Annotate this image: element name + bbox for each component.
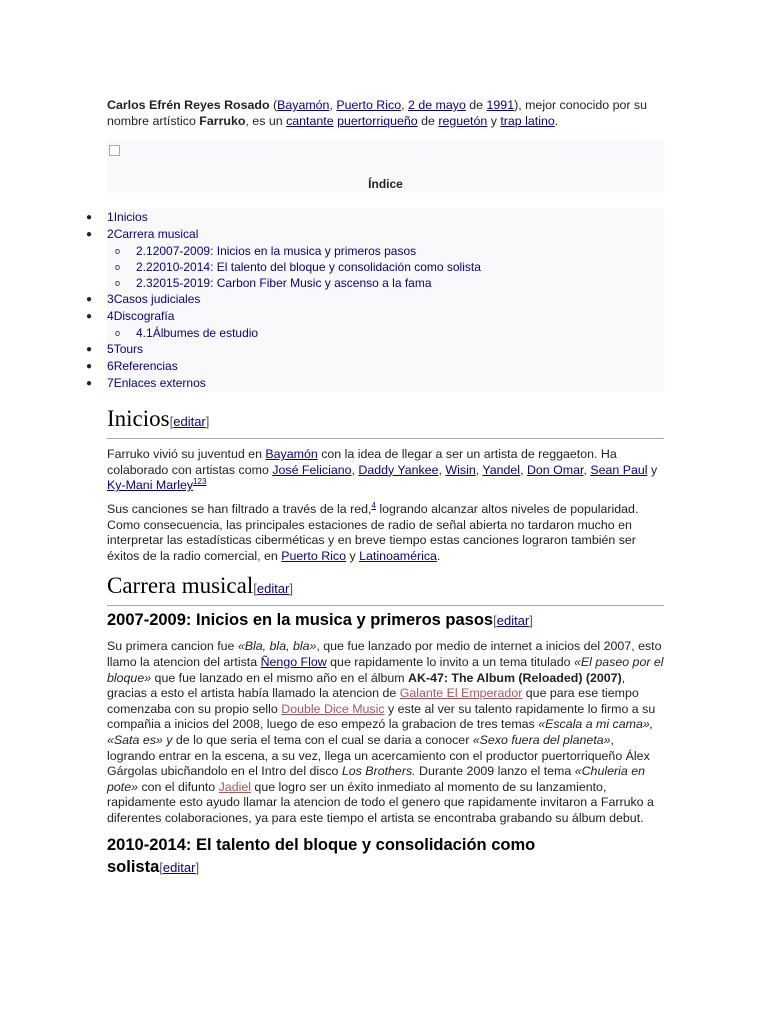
article-content (86, 98, 664, 879)
toc-item-label[interactable]: Carrera musical (113, 227, 199, 242)
toc-item-label[interactable]: 2015-2019: Carbon Fiber Music y ascenso a la fama (152, 276, 432, 291)
toc-item[interactable] (86, 358, 664, 375)
toc-item-number: 2.3 (136, 276, 153, 291)
edit-link[interactable]: editar (162, 860, 196, 876)
toc-item[interactable] (86, 226, 664, 243)
toc-item-number: 1 (107, 210, 114, 225)
bullet-icon: ● (86, 311, 93, 323)
toc-toggle-checkbox[interactable] (109, 145, 120, 156)
toc-item-label[interactable]: Casos judiciales (113, 292, 201, 307)
section-heading-inicios: Inicios[editar] (107, 404, 664, 439)
edit-section-link: [editar] (493, 613, 533, 629)
toc-item-number: 4 (107, 309, 114, 324)
link-yandel[interactable]: Yandel (482, 462, 521, 477)
reference-link[interactable]: 123 (193, 477, 207, 487)
toc-item-label[interactable]: 2010-2014: El talento del bloque y consolidación como solista (152, 260, 481, 275)
toc-item-label[interactable]: Enlaces externos (113, 376, 206, 391)
toc-item-number: 6 (107, 359, 114, 374)
toc-item-number: 2 (107, 227, 114, 242)
link-birth-year[interactable]: 1991 (486, 98, 515, 112)
toc-item-number: 7 (107, 376, 114, 391)
section-heading-carrera: Carrera musical[editar] (107, 571, 664, 606)
stage-name: Farruko (199, 113, 246, 128)
toc-item-label[interactable]: Referencias (113, 359, 178, 374)
link-wisin[interactable]: Wisin (445, 462, 476, 477)
bullet-icon: ● (86, 361, 93, 373)
toc-item[interactable] (86, 341, 664, 358)
bullet-icon: o (115, 246, 121, 257)
bullet-icon: o (115, 328, 121, 339)
inicios-paragraph-2: Sus canciones se han filtrado a través de la red,$^4$ logrando alcanzar altos niveles de popularidad. Como consecuencia, las principales estaciones de radio de señal abierta no tardaron mucho en interpretar las estadísticas ciberméticas y en breve tiempo estas canciones lograron también ser éxitos de la radio comercial, en Puerto Rico y Latinoamérica. (107, 500, 639, 563)
link-galante-el-emperador[interactable]: Galante El Emperador (399, 686, 523, 701)
link-puertorriqueno[interactable]: puertorriqueño (337, 113, 418, 128)
toc-item-label[interactable]: Tours (113, 342, 144, 357)
edit-section-link: [editar] (253, 581, 294, 597)
bullet-icon: ● (86, 378, 93, 390)
link-bayamon[interactable]: Bayamón (277, 98, 330, 112)
edit-section-link: [editar] (169, 414, 210, 430)
bullet-icon: ● (86, 294, 93, 306)
bullet-icon: ● (86, 229, 93, 241)
toc-item-label[interactable]: Inicios (113, 210, 148, 225)
link-latinoamerica[interactable]: Latinoamérica (359, 548, 437, 563)
link-ky-mani-marley[interactable]: Ky-Mani Marley (107, 478, 194, 493)
table-of-contents (107, 139, 664, 193)
edit-link[interactable]: editar (496, 613, 530, 629)
link-puerto-rico[interactable]: Puerto Rico (281, 548, 346, 563)
bullet-icon: o (115, 262, 121, 273)
edit-link[interactable]: editar (256, 581, 290, 597)
link-cantante[interactable]: cantante (286, 113, 334, 128)
toc-item-label[interactable]: Álbumes de estudio (152, 326, 259, 341)
link-jadiel[interactable]: Jadiel (218, 779, 251, 794)
link-birth-date[interactable]: 2 de mayo (407, 98, 466, 112)
toc-item-label[interactable]: Discografía (113, 309, 175, 324)
toc-item[interactable] (86, 209, 664, 226)
link-sean-paul[interactable]: Sean Paul (590, 462, 648, 477)
link-puerto-rico[interactable]: Puerto Rico (336, 98, 402, 112)
bullet-icon: o (115, 278, 121, 289)
link-jose-feliciano[interactable]: José Feliciano (272, 462, 352, 477)
link-don-omar[interactable]: Don Omar (526, 462, 584, 477)
toc-item[interactable] (107, 325, 664, 341)
toc-item[interactable] (86, 308, 664, 325)
full-name: Carlos Efrén Reyes Rosado (107, 98, 270, 112)
link-double-dice-music[interactable]: Double Dice Music (281, 701, 385, 716)
bullet-icon: ● (86, 344, 93, 356)
toc-list (86, 209, 664, 392)
toc-item-number: 3 (107, 292, 114, 307)
edit-link[interactable]: editar (173, 414, 206, 430)
toc-item-label[interactable]: 2007-2009: Inicios en la musica y primeros pasos (152, 244, 417, 259)
intro-paragraph: Carlos Efrén Reyes Rosado (Bayamón, Puerto Rico, 2 de mayo de 1991), mejor conocido por su nombre artístico Farruko, es un cantante puertorriqueño de reguetón y trap latino. (107, 98, 648, 128)
link-trap-latino[interactable]: trap latino (500, 113, 555, 128)
link-regueton[interactable]: reguetón (438, 113, 488, 128)
toc-title: Índice (368, 177, 403, 192)
reference-link[interactable]: 4 (371, 500, 376, 510)
toc-item-number: 2.1 (136, 244, 153, 259)
inicios-paragraph-1: Farruko vivió su juventud en Bayamón con la idea de llegar a ser un artista de reggaeton. Ha colaborado con artistas como José Feliciano, Daddy Yankee, Wisin, Yandel, Don Omar, Sean Paul y Ky-Mani Marley$^{123}$ (107, 447, 658, 493)
bullet-icon: ● (86, 212, 93, 224)
toc-item[interactable] (107, 275, 664, 291)
toc-item[interactable] (86, 375, 664, 392)
subsection-heading-2007: 2007-2009: Inicios en la musica y primeros pasos[editar] (107, 611, 533, 630)
toc-item[interactable] (107, 243, 664, 259)
toc-item[interactable] (107, 259, 664, 275)
toc-header (107, 139, 664, 193)
link-bayamon[interactable]: Bayamón (265, 447, 318, 462)
toc-item[interactable] (86, 291, 664, 308)
link-daddy-yankee[interactable]: Daddy Yankee (358, 462, 439, 477)
carrera-paragraph-1: Su primera cancion fue «Bla, bla, bla», que fue lanzado por medio de internet a inicios del 2007, esto llamo la atencion del artista Ñengo Flow que rapidamente lo invito a un tema titulado «El paseo por el bloque» que fue lanzado en el mismo año en el álbum AK-47: The Album (Reloaded) (2007), gracias a esto el artista había llamado la atencion de Galante El Emperador que para ese tiempo comenzaba con su propio sello Double Dice Music y este al ver su talento rapidamente lo firmo a su compañia a inicios del 2008, luego de eso empezó la grabacion de tres temas «Escala a mi cama», «Sata es» y de lo que seria el tema con el cual se daria a conocer «Sexo fuera del planeta», logrando entrar en la escena, a su vez, llega un acercamiento con el productor puertorriqueño Álex Gárgolas ubicñandolo en el Intro del disco Los Brothers. Durante 2009 lanzo el tema «Chuleria en pote» con el difunto Jadiel que logro ser un éxito inmediato al momento de su lanzamiento, rapidamente esto ayudo llamar la atencion de todo el genero que rapidamente invitaron a Farruko a diferentes colaboraciones, ya para este tiempo el artista se encontraba grabando su álbum debut. (107, 639, 664, 825)
edit-section-link: [editar] (159, 860, 200, 876)
toc-item-number: 2.2 (136, 260, 153, 275)
link-nengo-flow[interactable]: Ñengo Flow (260, 654, 327, 669)
toc-item-number: 4.1 (136, 326, 153, 341)
toc-item-number: 5 (107, 342, 114, 357)
subsection-heading-2010: 2010-2014: El talento del bloque y consolidación como solista[editar] (107, 836, 536, 877)
